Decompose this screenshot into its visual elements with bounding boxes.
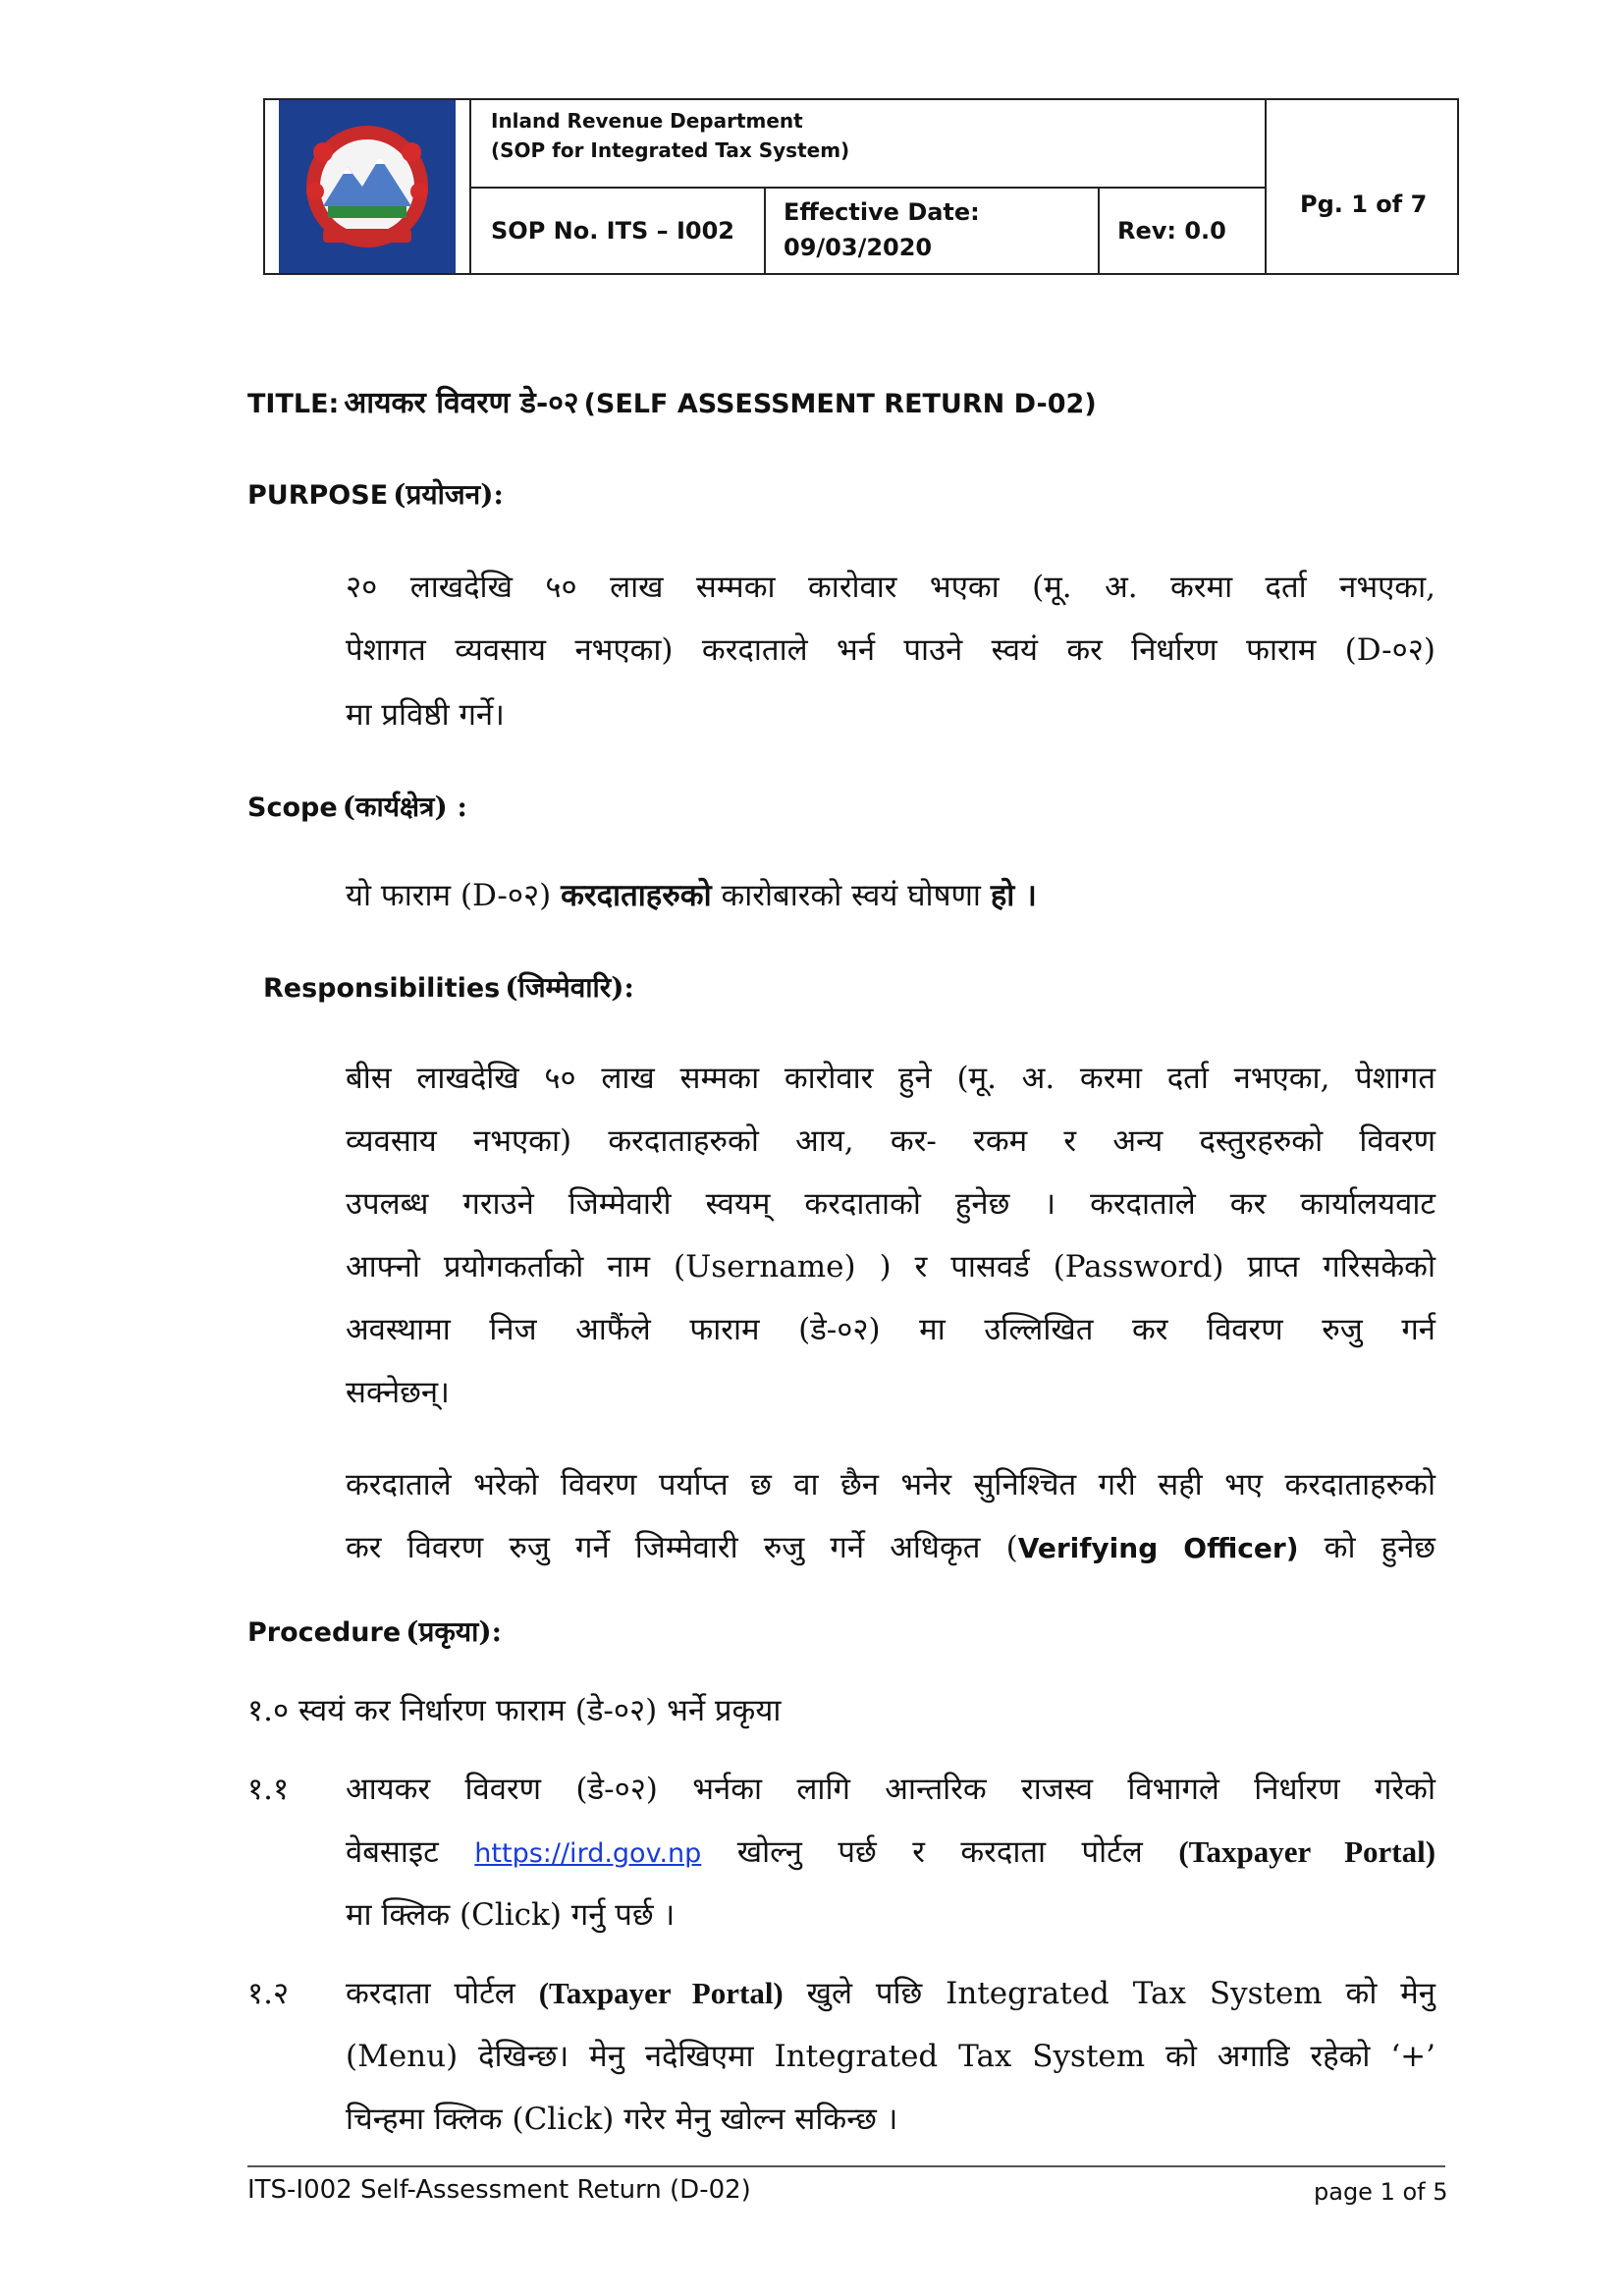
verification-text-a: कर विवरण रुजु गर्ने जिम्मेवारी रुजु गर्ने अधिकृत ( bbox=[346, 1530, 1018, 1565]
step-1-1-line-1: आयकर विवरण (डे-०२) भर्नका लागि आन्तरिक राजस्व विभागले निर्धारण गरेको bbox=[346, 1772, 1435, 1807]
step-1-2-text-c: खुले पछि Integrated Tax System को मेनु bbox=[806, 1976, 1435, 2011]
purpose-line-1: २० लाखदेखि ५० लाख सम्मका कारोवार भएका (मू. अ. करमा दर्ता नभएका, bbox=[346, 570, 1435, 605]
step-1-1-text-b: खोल्नु पर्छ र करदाता पोर्टल bbox=[736, 1834, 1143, 1870]
purpose-heading-np: (प्रयोजन): bbox=[393, 478, 504, 511]
responsibilities-line-3: उपलब्ध गराउने जिम्मेवारी स्वयम् करदाताको हुनेछ । करदाताले कर कार्यालयवाट bbox=[346, 1186, 1435, 1222]
purpose-line-2: पेशागत व्यवसाय नभएका) करदाताले भर्न पाउने स्वयं कर निर्धारण फाराम (D-०२) bbox=[346, 632, 1435, 668]
step-1-2-line-2: (Menu) देखिन्छ। मेनु नदेखिएमा Integrated Tax System को अगाडि रहेको ‘+’ bbox=[346, 2039, 1435, 2074]
purpose-line-3: मा प्रविष्ठी गर्ने। bbox=[346, 697, 505, 733]
scope-text-c: कारोबारको स्वयं घोषणा bbox=[711, 878, 991, 913]
organization-name: Inland Revenue Department bbox=[491, 109, 803, 133]
scope-heading-np: (कार्यक्षेत्र) : bbox=[342, 791, 467, 823]
sop-system-label: (SOP for Integrated Tax System) bbox=[491, 138, 850, 162]
responsibilities-line-6: सक्नेछन्। bbox=[346, 1375, 450, 1410]
step-1-0: १.० स्वयं कर निर्धारण फाराम (डे-०२) भर्ने प्रकृया bbox=[247, 1693, 782, 1728]
procedure-heading-en: Procedure bbox=[247, 1617, 402, 1648]
responsibilities-heading bbox=[263, 968, 634, 1006]
responsibilities-heading-en: Responsibilities bbox=[263, 973, 501, 1004]
procedure-heading bbox=[247, 1613, 502, 1650]
scope-text-e: । bbox=[1014, 878, 1037, 913]
step-1-2-number: १.२ bbox=[247, 1976, 290, 2011]
taxpayer-portal-label: (Taxpayer Portal) bbox=[1178, 1834, 1436, 1869]
document-header-table bbox=[263, 98, 1459, 275]
verification-line-1: करदाताले भरेको विवरण पर्याप्त छ वा छैन भनेर सुनिश्चित गरी सही भए करदाताहरुको bbox=[346, 1467, 1435, 1503]
sop-number: SOP No. ITS – I002 bbox=[471, 189, 766, 273]
procedure-heading-np: (प्रकृया): bbox=[406, 1615, 503, 1648]
nepal-emblem-icon bbox=[279, 100, 456, 273]
page-count: Pg. 1 of 7 bbox=[1265, 100, 1457, 273]
effective-date-cell bbox=[766, 189, 1100, 273]
responsibilities-heading-np: (जिम्मेवारि): bbox=[505, 971, 634, 1004]
title-nepali: आयकर विवरण डे-०२ bbox=[344, 386, 579, 420]
title-label: TITLE: bbox=[247, 389, 340, 419]
ird-website-link[interactable]: https://ird.gov.np bbox=[474, 1838, 702, 1869]
purpose-heading bbox=[247, 475, 504, 513]
step-1-1-number: १.१ bbox=[247, 1772, 290, 1807]
scope-statement bbox=[346, 874, 1435, 915]
organization-cell bbox=[471, 100, 1265, 189]
step-1-1-line-3: मा क्लिक (Click) गर्नु पर्छ । bbox=[346, 1897, 676, 1933]
title-english: (SELF ASSESSMENT RETURN D-02) bbox=[583, 389, 1097, 419]
effective-date-label: Effective Date: bbox=[784, 198, 980, 226]
responsibilities-line-5: अवस्थामा निज आफैंले फाराम (डे-०२) मा उल्लिखित कर विवरण रुजु गर्न bbox=[346, 1312, 1435, 1347]
taxpayer-portal-label-2: (Taxpayer Portal) bbox=[538, 1976, 784, 2010]
step-1-2-line-1 bbox=[346, 1972, 1435, 2013]
revision-number: Rev: 0.0 bbox=[1117, 217, 1226, 245]
verifying-officer: Verifying Officer) bbox=[1017, 1532, 1299, 1564]
effective-date-value: 09/03/2020 bbox=[784, 234, 933, 261]
document-title bbox=[247, 381, 1097, 421]
emblem-cell bbox=[265, 100, 471, 273]
step-1-2-text-a: करदाता पोर्टल bbox=[346, 1976, 515, 2011]
step-1-2-line-3: चिन्हमा क्लिक (Click) गरेर मेनु खोल्न सकिन्छ । bbox=[346, 2102, 898, 2137]
responsibilities-line-4: आफ्नो प्रयोगकर्ताको नाम (Username) ) र पासवर्ड (Password) प्राप्त गरिसकेको bbox=[346, 1249, 1435, 1285]
verification-line-2 bbox=[346, 1526, 1435, 1567]
scope-text-a: यो फाराम (D-०२) bbox=[346, 878, 562, 913]
responsibilities-line-1: बीस लाखदेखि ५० लाख सम्मका कारोवार हुने (मू. अ. करमा दर्ता नभएका, पेशागत bbox=[346, 1061, 1435, 1096]
verification-text-c: को हुनेछ bbox=[1298, 1530, 1435, 1565]
scope-text-d: हो bbox=[990, 878, 1015, 913]
footer-divider bbox=[247, 2165, 1445, 2167]
step-1-1-text-a: वेबसाइट bbox=[346, 1834, 439, 1870]
scope-heading-en: Scope bbox=[247, 793, 338, 823]
purpose-heading-en: PURPOSE bbox=[247, 480, 389, 511]
scope-heading bbox=[247, 788, 467, 825]
step-1-1-line-2 bbox=[346, 1831, 1435, 1872]
footer-page-number: page 1 of 5 bbox=[1314, 2178, 1448, 2206]
scope-text-b: करदाताहरुको bbox=[561, 878, 712, 913]
responsibilities-line-2: व्यवसाय नभएका) करदाताहरुको आय, कर- रकम र अन्य दस्तुरहरुको विवरण bbox=[346, 1123, 1435, 1159]
footer-document-name: ITS-I002 Self-Assessment Return (D-02) bbox=[247, 2175, 751, 2205]
